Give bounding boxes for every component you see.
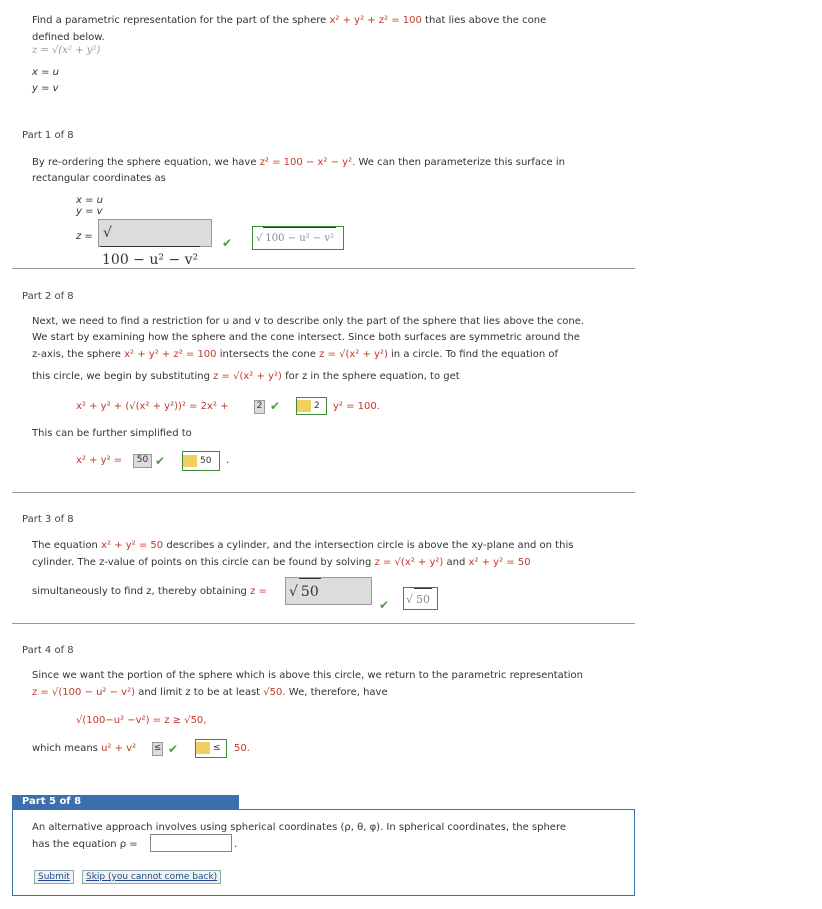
part2-key1-box: 2 bbox=[296, 397, 327, 415]
part4-answer-box[interactable]: ≤ bbox=[152, 742, 163, 756]
part1-answer-box[interactable]: √100 − u² − v² bbox=[98, 219, 212, 247]
part2-line3: z-axis, the sphere x² + y² + z² = 100 intersects the cone z = √(x² + y²) in a circle. To find the equation of bbox=[32, 349, 558, 360]
part2-line5: This can be further simplified to bbox=[32, 428, 192, 439]
part3-label: Part 3 of 8 bbox=[22, 514, 74, 525]
part4-key-box: ≤ bbox=[195, 739, 227, 758]
part2-label: Part 2 of 8 bbox=[22, 291, 74, 302]
part1-text2: rectangular coordinates as bbox=[32, 173, 166, 184]
divider bbox=[12, 492, 635, 493]
part1-text1: By re-ordering the sphere equation, we have z² = 100 − x² − y². We can then parameterize this surface in bbox=[32, 157, 566, 168]
part3-line2: cylinder. The z-value of points on this circle can be found by solving z = √(x² + y²) and x² + y² = 50 bbox=[32, 557, 531, 568]
check-icon: ✔ bbox=[155, 454, 166, 468]
x-equation: x = u bbox=[32, 67, 59, 78]
problem-line2: defined below. bbox=[32, 32, 105, 43]
part4-inequality: √(100−u² −v²) = z ≥ √50, bbox=[76, 715, 207, 726]
part5-line2: has the equation ρ = bbox=[32, 839, 138, 850]
check-icon: ✔ bbox=[379, 598, 390, 612]
part4-label: Part 4 of 8 bbox=[22, 645, 74, 656]
rho-input[interactable] bbox=[150, 834, 232, 852]
part2-eq-right: y² = 100. bbox=[333, 401, 380, 412]
part2-answer2-box[interactable]: 50 bbox=[133, 454, 152, 468]
part3-key-box: √ 50 bbox=[403, 587, 438, 610]
cone-equation: z = √(x² + y²) bbox=[32, 45, 101, 56]
check-icon: ✔ bbox=[168, 742, 179, 756]
submit-button[interactable]: Submit bbox=[34, 870, 74, 884]
divider bbox=[12, 268, 635, 269]
divider bbox=[12, 623, 635, 624]
part4-tail: 50. bbox=[234, 743, 250, 754]
part3-line1: The equation x² + y² = 50 describes a cylinder, and the intersection circle is above the xy-plane and on this bbox=[32, 540, 574, 551]
check-icon: ✔ bbox=[270, 399, 281, 413]
part4-line1: Since we want the portion of the sphere which is above this circle, we return to the parametric representation bbox=[32, 670, 583, 681]
period: . bbox=[226, 455, 230, 466]
y-equation: y = v bbox=[32, 83, 59, 94]
part2-line1: Next, we need to find a restriction for u and v to describe only the part of the sphere that lies above the cone. bbox=[32, 316, 585, 327]
part1-z-label: z = bbox=[76, 231, 93, 242]
key-icon bbox=[297, 400, 311, 412]
problem-line1: Find a parametric representation for the part of the sphere x² + y² + z² = 100 that lies above the cone bbox=[32, 15, 547, 26]
part2-answer1-box[interactable]: 2 bbox=[254, 400, 265, 414]
key-icon bbox=[183, 455, 197, 467]
part3-answer-box[interactable]: √ 50 bbox=[285, 577, 372, 605]
part2-line4: this circle, we begin by substituting z = √(x² + y²) for z in the sphere equation, to get bbox=[32, 371, 460, 382]
part5-header: Part 5 of 8 bbox=[12, 795, 239, 809]
period: . bbox=[234, 839, 238, 850]
part1-y-eq: y = v bbox=[76, 206, 103, 217]
part1-key-box: √ 100 − u² − v² bbox=[252, 226, 344, 250]
part1-x-eq: x = u bbox=[76, 195, 103, 206]
part5-line1: An alternative approach involves using spherical coordinates (ρ, θ, φ). In spherical coordinates, the sphere bbox=[32, 822, 566, 833]
skip-button[interactable]: Skip (you cannot come back) bbox=[82, 870, 221, 884]
part2-eq-left: x² + y² + (√(x² + y²))² = 2x² + bbox=[76, 401, 229, 412]
part3-line3: simultaneously to find z, thereby obtaining z = bbox=[32, 586, 267, 597]
part4-line2: z = √(100 − u² − v²) and limit z to be at least √50. We, therefore, have bbox=[32, 687, 388, 698]
part1-label: Part 1 of 8 bbox=[22, 130, 74, 141]
part2-key2-box: 50 bbox=[182, 451, 220, 471]
part4-line3: which means u² + v² bbox=[32, 743, 137, 754]
part2-line2: We start by examining how the sphere and the cone intersect. Since both surfaces are symmetric around the bbox=[32, 332, 580, 343]
key-icon bbox=[196, 742, 210, 754]
part2-eq2-left: x² + y² = bbox=[76, 455, 123, 466]
check-icon: ✔ bbox=[222, 236, 233, 250]
